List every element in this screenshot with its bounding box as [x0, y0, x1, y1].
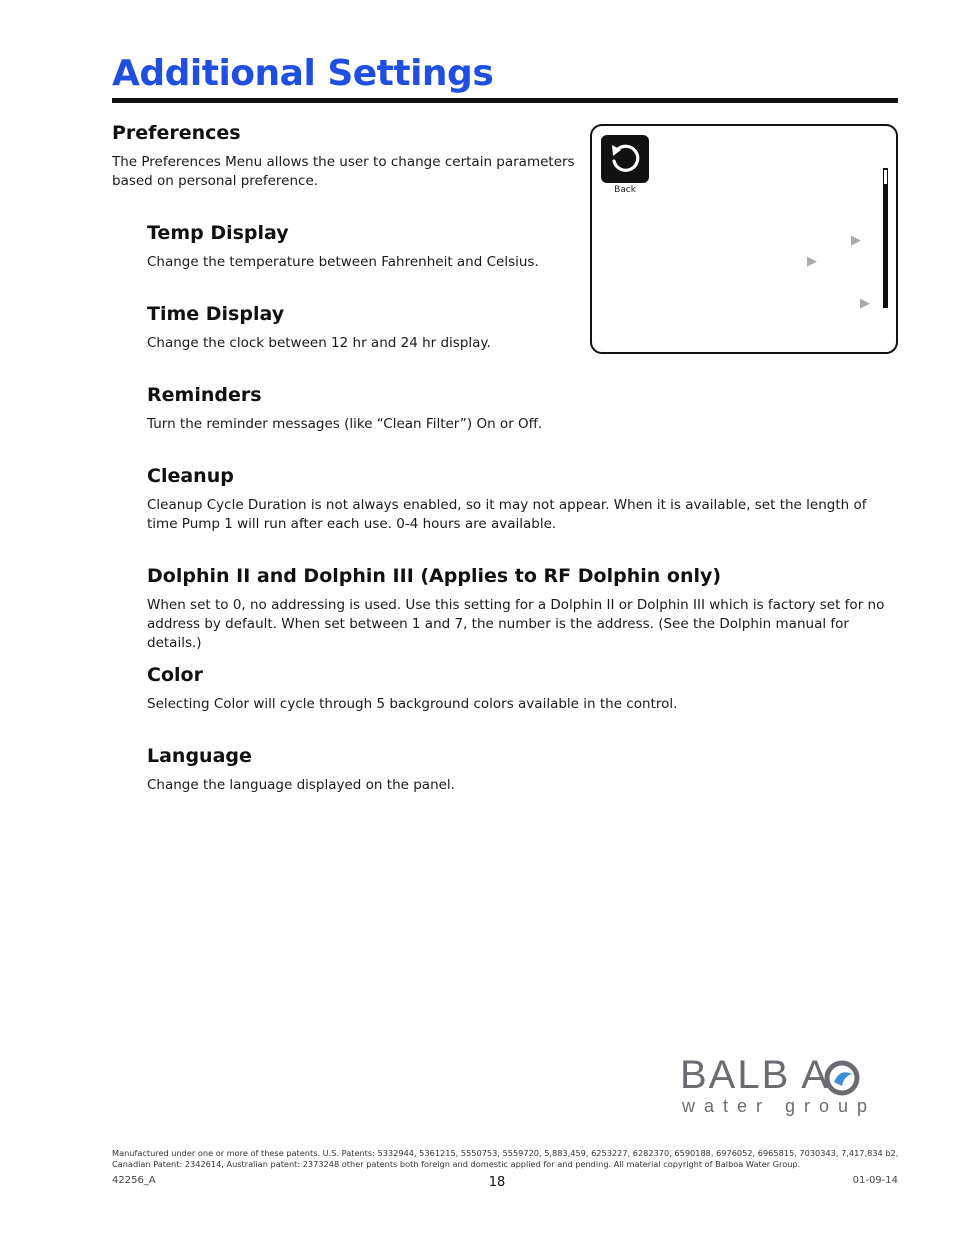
back-label: Back: [614, 185, 636, 195]
document-id: 42256_A: [112, 1175, 156, 1186]
temp-display-heading: Temp Display: [147, 222, 289, 244]
reminders-text: Turn the reminder messages (like “Clean Filter”) On or Off.: [147, 416, 543, 432]
color-heading: Color: [147, 664, 203, 686]
arrow-right-icon[interactable]: ▶: [851, 233, 861, 248]
cleanup-text: Cleanup Cycle Duration is not always enabled, so it may not appear. When it is available, set the length of time Pump 1 will run after each use. 0-4 hours are available.: [147, 497, 867, 532]
preferences-heading: Preferences: [112, 122, 241, 144]
patent-notice: Manufactured under one or more of these patents. U.S. Patents: 5332944, 5361215, 5550753, 5559720, 5,883,459, 6253227, 6282370, 6590188, 6976052, 6965815, 7030343, 7,417,834 b2, Canadian Patent: 2342614, Australian patent: 2373248 other patents both foreign and domestic applied for and pending. All material copyright of Balboa Water Group.: [112, 1148, 899, 1169]
back-arrow-icon: [607, 141, 643, 177]
scrollbar[interactable]: [883, 168, 888, 308]
preferences-text: The Preferences Menu allows the user to change certain parameters based on personal preference.: [112, 154, 575, 189]
logo-subtitle: water group: [682, 1096, 877, 1116]
language-heading: Language: [147, 745, 252, 767]
logo-wave-icon: [824, 1060, 860, 1096]
document-date: 01-09-14: [852, 1175, 898, 1186]
page-number: 18: [488, 1175, 506, 1190]
cleanup-heading: Cleanup: [147, 465, 234, 487]
title-divider: [112, 98, 898, 103]
dolphin-text: When set to 0, no addressing is used. Use this setting for a Dolphin II or Dolphin III which is factory set for no address by default. When set between 1 and 7, the number is the address. (See the Dolphin manual for details.): [147, 597, 885, 651]
arrow-right-icon[interactable]: ▶: [860, 296, 870, 311]
back-button[interactable]: [601, 135, 649, 183]
language-text: Change the language displayed on the panel.: [147, 777, 455, 793]
reminders-heading: Reminders: [147, 384, 262, 406]
arrow-right-icon[interactable]: ▶: [807, 254, 817, 269]
temp-display-text: Change the temperature between Fahrenheit and Celsius.: [147, 254, 539, 270]
page-title: Additional Settings: [112, 53, 494, 94]
time-display-heading: Time Display: [147, 303, 285, 325]
preferences-screen-panel: [590, 124, 898, 354]
dolphin-heading: Dolphin II and Dolphin III (Applies to RF Dolphin only): [147, 565, 722, 587]
color-text: Selecting Color will cycle through 5 background colors available in the control.: [147, 696, 678, 712]
time-display-text: Change the clock between 12 hr and 24 hr display.: [147, 335, 491, 351]
scroll-thumb[interactable]: [884, 170, 887, 184]
balboa-logo: BALB A: [680, 1053, 830, 1097]
